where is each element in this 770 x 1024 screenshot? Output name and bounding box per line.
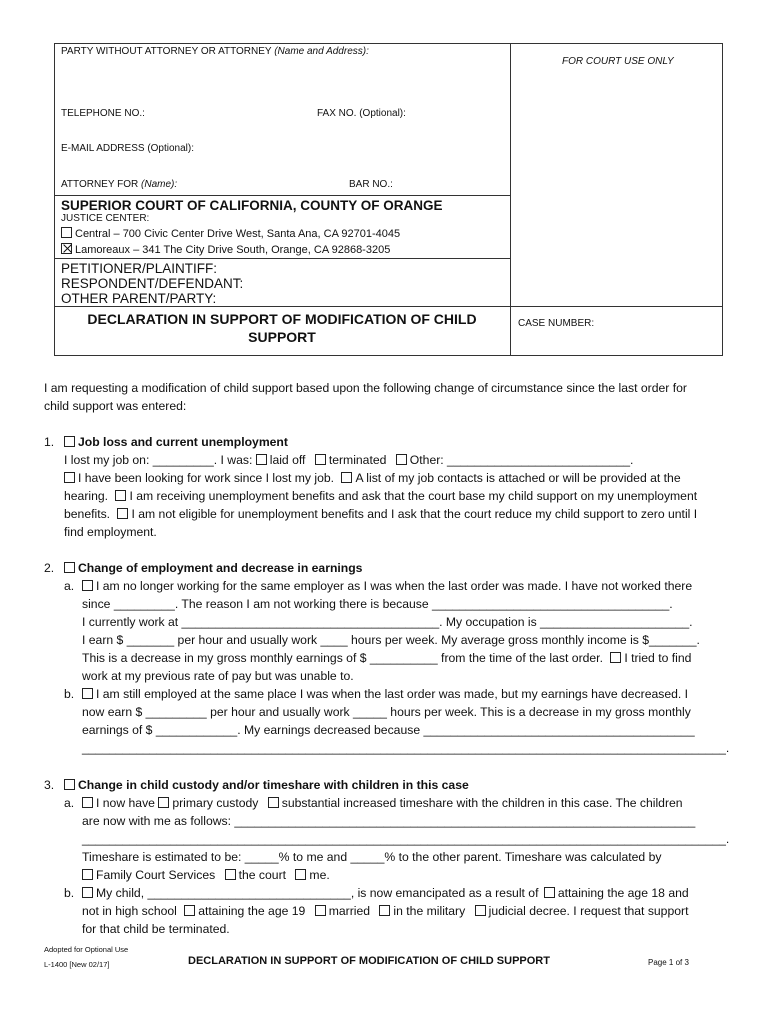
primary-custody-label: primary custody	[172, 796, 259, 810]
s3a-letter: a.	[64, 796, 75, 810]
married-label: married	[328, 904, 371, 918]
age-18-checkbox[interactable]	[544, 887, 555, 898]
s1-heading[interactable]	[64, 435, 288, 449]
judicial-decree-label: judicial decree. I request that support	[488, 904, 689, 918]
judicial-decree-checkbox[interactable]	[475, 905, 486, 916]
s3a-line4: Timeshare is estimated to be: _____% to me and _____% to the other parent. Timeshare was calculated by	[82, 850, 662, 864]
terminated-checkbox[interactable]	[315, 454, 326, 465]
s3a-checkbox[interactable]	[82, 797, 93, 808]
increased-timeshare-label: substantial increased timeshare with the children in this case. The children	[281, 796, 683, 810]
s3b-line3: for that child be terminated.	[82, 922, 230, 936]
s3b-letter: b.	[64, 886, 75, 900]
s2a-line6: work at my previous rate of pay but was unable to.	[82, 669, 354, 683]
family-court-services-label: Family Court Services	[96, 868, 216, 882]
party-label-italic: (Name and Address):	[274, 46, 369, 57]
case-number-label: CASE NUMBER:	[518, 318, 595, 329]
s1-line3	[64, 489, 697, 503]
the-court-label: the court	[238, 868, 287, 882]
looking-for-work-checkbox[interactable]	[64, 472, 75, 483]
party-label-text: PARTY WITHOUT ATTORNEY OR ATTORNEY	[61, 46, 272, 57]
me-checkbox[interactable]	[295, 869, 306, 880]
s3-heading[interactable]	[64, 778, 469, 792]
telephone-label: TELEPHONE NO.:	[61, 108, 145, 119]
s2-checkbox[interactable]	[64, 562, 75, 573]
laid-off-checkbox[interactable]	[256, 454, 267, 465]
form-title-line2: SUPPORT	[248, 329, 316, 345]
s1-line1	[64, 453, 633, 467]
s2a-line4: I earn $ _______ per hour and usually work ____ hours per week. My average gross monthly income is $_______.	[82, 633, 700, 647]
not-eligible-label: I am not eligible for unemployment benefits and I ask that the court reduce my child support to zero until I	[131, 507, 698, 521]
other-party-label: OTHER PARENT/PARTY:	[61, 291, 217, 306]
s3a-line3: _______________________________________________________________________________________________.	[82, 832, 730, 846]
s1-line2	[64, 471, 681, 485]
intro-line2: child support was entered:	[44, 399, 187, 413]
s3-checkbox[interactable]	[64, 779, 75, 790]
increased-timeshare-checkbox[interactable]	[268, 797, 279, 808]
s2a-line1	[82, 579, 692, 593]
s2b-line3: earnings of $ ____________. My earnings decreased because ________________________________________	[82, 723, 695, 737]
job-contacts-label: A list of my job contacts is attached or will be provided at the	[355, 471, 681, 485]
receiving-benefits-checkbox[interactable]	[115, 490, 126, 501]
s3-number: 3.	[44, 778, 55, 792]
me-label: me.	[309, 868, 330, 882]
s2b-letter: b.	[64, 687, 75, 701]
s1-checkbox[interactable]	[64, 436, 75, 447]
s3-title: Change in child custody and/or timeshare with children in this case	[78, 778, 469, 792]
age-19-label: attaining the age 19	[198, 904, 306, 918]
now-have-text: I now have	[96, 796, 155, 810]
justice-center-label: JUSTICE CENTER:	[61, 213, 150, 224]
adopted-note: Adopted for Optional Use	[44, 945, 129, 954]
parties-divider	[54, 258, 510, 259]
court-use-only: FOR COURT USE ONLY	[562, 56, 674, 67]
married-checkbox[interactable]	[315, 905, 326, 916]
s3b-line1	[82, 886, 689, 900]
footer-title: DECLARATION IN SUPPORT OF MODIFICATION OF CHILD SUPPORT	[188, 955, 550, 967]
the-court-checkbox[interactable]	[225, 869, 236, 880]
central-label: Central – 700 Civic Center Drive West, Santa Ana, CA 92701-4045	[75, 228, 401, 240]
caption-divider	[510, 43, 511, 356]
other-label: Other: ___________________________.	[409, 453, 634, 467]
terminated-label: terminated	[328, 453, 387, 467]
s1-line4	[64, 507, 697, 521]
s2b-line4: _______________________________________________________________________________________________.	[82, 741, 730, 755]
not-in-high-school-text: not in high school	[82, 904, 177, 918]
job-contacts-checkbox[interactable]	[341, 472, 352, 483]
lamoreaux-option[interactable]	[61, 243, 390, 256]
title-divider	[54, 306, 723, 307]
age-19-checkbox[interactable]	[184, 905, 195, 916]
lamoreaux-checkbox-checked[interactable]	[61, 243, 72, 254]
military-checkbox[interactable]	[379, 905, 390, 916]
form-number: L-1400 [New 02/17]	[44, 960, 110, 969]
s3a-line2: are now with me as follows: ____________________________________________________________________	[82, 814, 696, 828]
s2a-decrease-text: This is a decrease in my gross monthly earnings of $ __________ from the time of the last order.	[82, 651, 603, 665]
email-label: E-MAIL ADDRESS (Optional):	[61, 143, 195, 154]
s2b-line1-text: I am still employed at the same place I was when the last order was made, but my earnings have decreased. I	[96, 687, 689, 701]
s3a-line1	[82, 796, 683, 810]
emancipated-text: My child, ______________________________, is now emancipated as a result of	[96, 886, 539, 900]
tried-to-find-checkbox[interactable]	[610, 652, 621, 663]
s2-heading[interactable]	[64, 561, 362, 575]
respondent-label: RESPONDENT/DEFENDANT:	[61, 276, 244, 291]
other-checkbox[interactable]	[396, 454, 407, 465]
receiving-benefits-label: I am receiving unemployment benefits and ask that the court base my child support on my unemployment	[129, 489, 698, 503]
lamoreaux-label: Lamoreaux – 341 The City Drive South, Orange, CA 92868-3205	[75, 244, 391, 256]
attorney-for-label	[61, 179, 177, 190]
looking-for-work-label: I have been looking for work since I lost my job.	[78, 471, 335, 485]
s3b-checkbox[interactable]	[82, 887, 93, 898]
court-name: SUPERIOR COURT OF CALIFORNIA, COUNTY OF ORANGE	[61, 198, 443, 213]
age-18-label: attaining the age 18 and	[557, 886, 689, 900]
s2b-line2: now earn $ _________ per hour and usually work _____ hours per week. This is a decrease in my gross monthly	[82, 705, 691, 719]
petitioner-label: PETITIONER/PLAINTIFF:	[61, 261, 218, 276]
page-number: Page 1 of 3	[648, 958, 689, 967]
military-label: in the military	[393, 904, 466, 918]
s1-number: 1.	[44, 435, 55, 449]
s3a-line5	[82, 868, 330, 882]
hearing-text: hearing.	[64, 489, 109, 503]
family-court-services-checkbox[interactable]	[82, 869, 93, 880]
form-title	[54, 310, 510, 346]
not-eligible-checkbox[interactable]	[117, 508, 128, 519]
s2-title: Change of employment and decrease in earnings	[78, 561, 363, 575]
attorney-for-italic: (Name):	[141, 179, 178, 190]
benefits-text: benefits.	[64, 507, 111, 521]
s1-title: Job loss and current unemployment	[78, 435, 288, 449]
s2a-checkbox[interactable]	[82, 580, 93, 591]
s1-line5: find employment.	[64, 525, 157, 539]
s1-lost-job-text: I lost my job on: _________. I was:	[64, 453, 253, 467]
laid-off-label: laid off	[269, 453, 306, 467]
tried-to-find-label: I tried to find	[624, 651, 692, 665]
bar-no-label: BAR NO.:	[349, 179, 393, 190]
s2a-line2: since _________. The reason I am not working there is because ___________________________________.	[82, 597, 673, 611]
s2a-line1-text: I am no longer working for the same employer as I was when the last order was made. I have not worked there	[96, 579, 693, 593]
s2-number: 2.	[44, 561, 55, 575]
primary-custody-checkbox[interactable]	[158, 797, 169, 808]
s2b-line1	[82, 687, 688, 701]
s2a-letter: a.	[64, 579, 75, 593]
s2b-checkbox[interactable]	[82, 688, 93, 699]
central-option[interactable]	[61, 227, 400, 240]
s2a-line3: I currently work at ______________________________________. My occupation is ______________________.	[82, 615, 693, 629]
s2a-line5	[82, 651, 691, 665]
intro-line1: I am requesting a modification of child support based upon the following change of circumstance since the last order for	[44, 381, 687, 395]
s3b-line2	[82, 904, 688, 918]
party-label	[61, 46, 369, 57]
attorney-for-text: ATTORNEY FOR	[61, 179, 139, 190]
fax-label: FAX NO. (Optional):	[317, 108, 406, 119]
central-checkbox[interactable]	[61, 227, 72, 238]
court-divider	[54, 195, 510, 196]
form-title-line1: DECLARATION IN SUPPORT OF MODIFICATION OF CHILD	[87, 311, 477, 327]
